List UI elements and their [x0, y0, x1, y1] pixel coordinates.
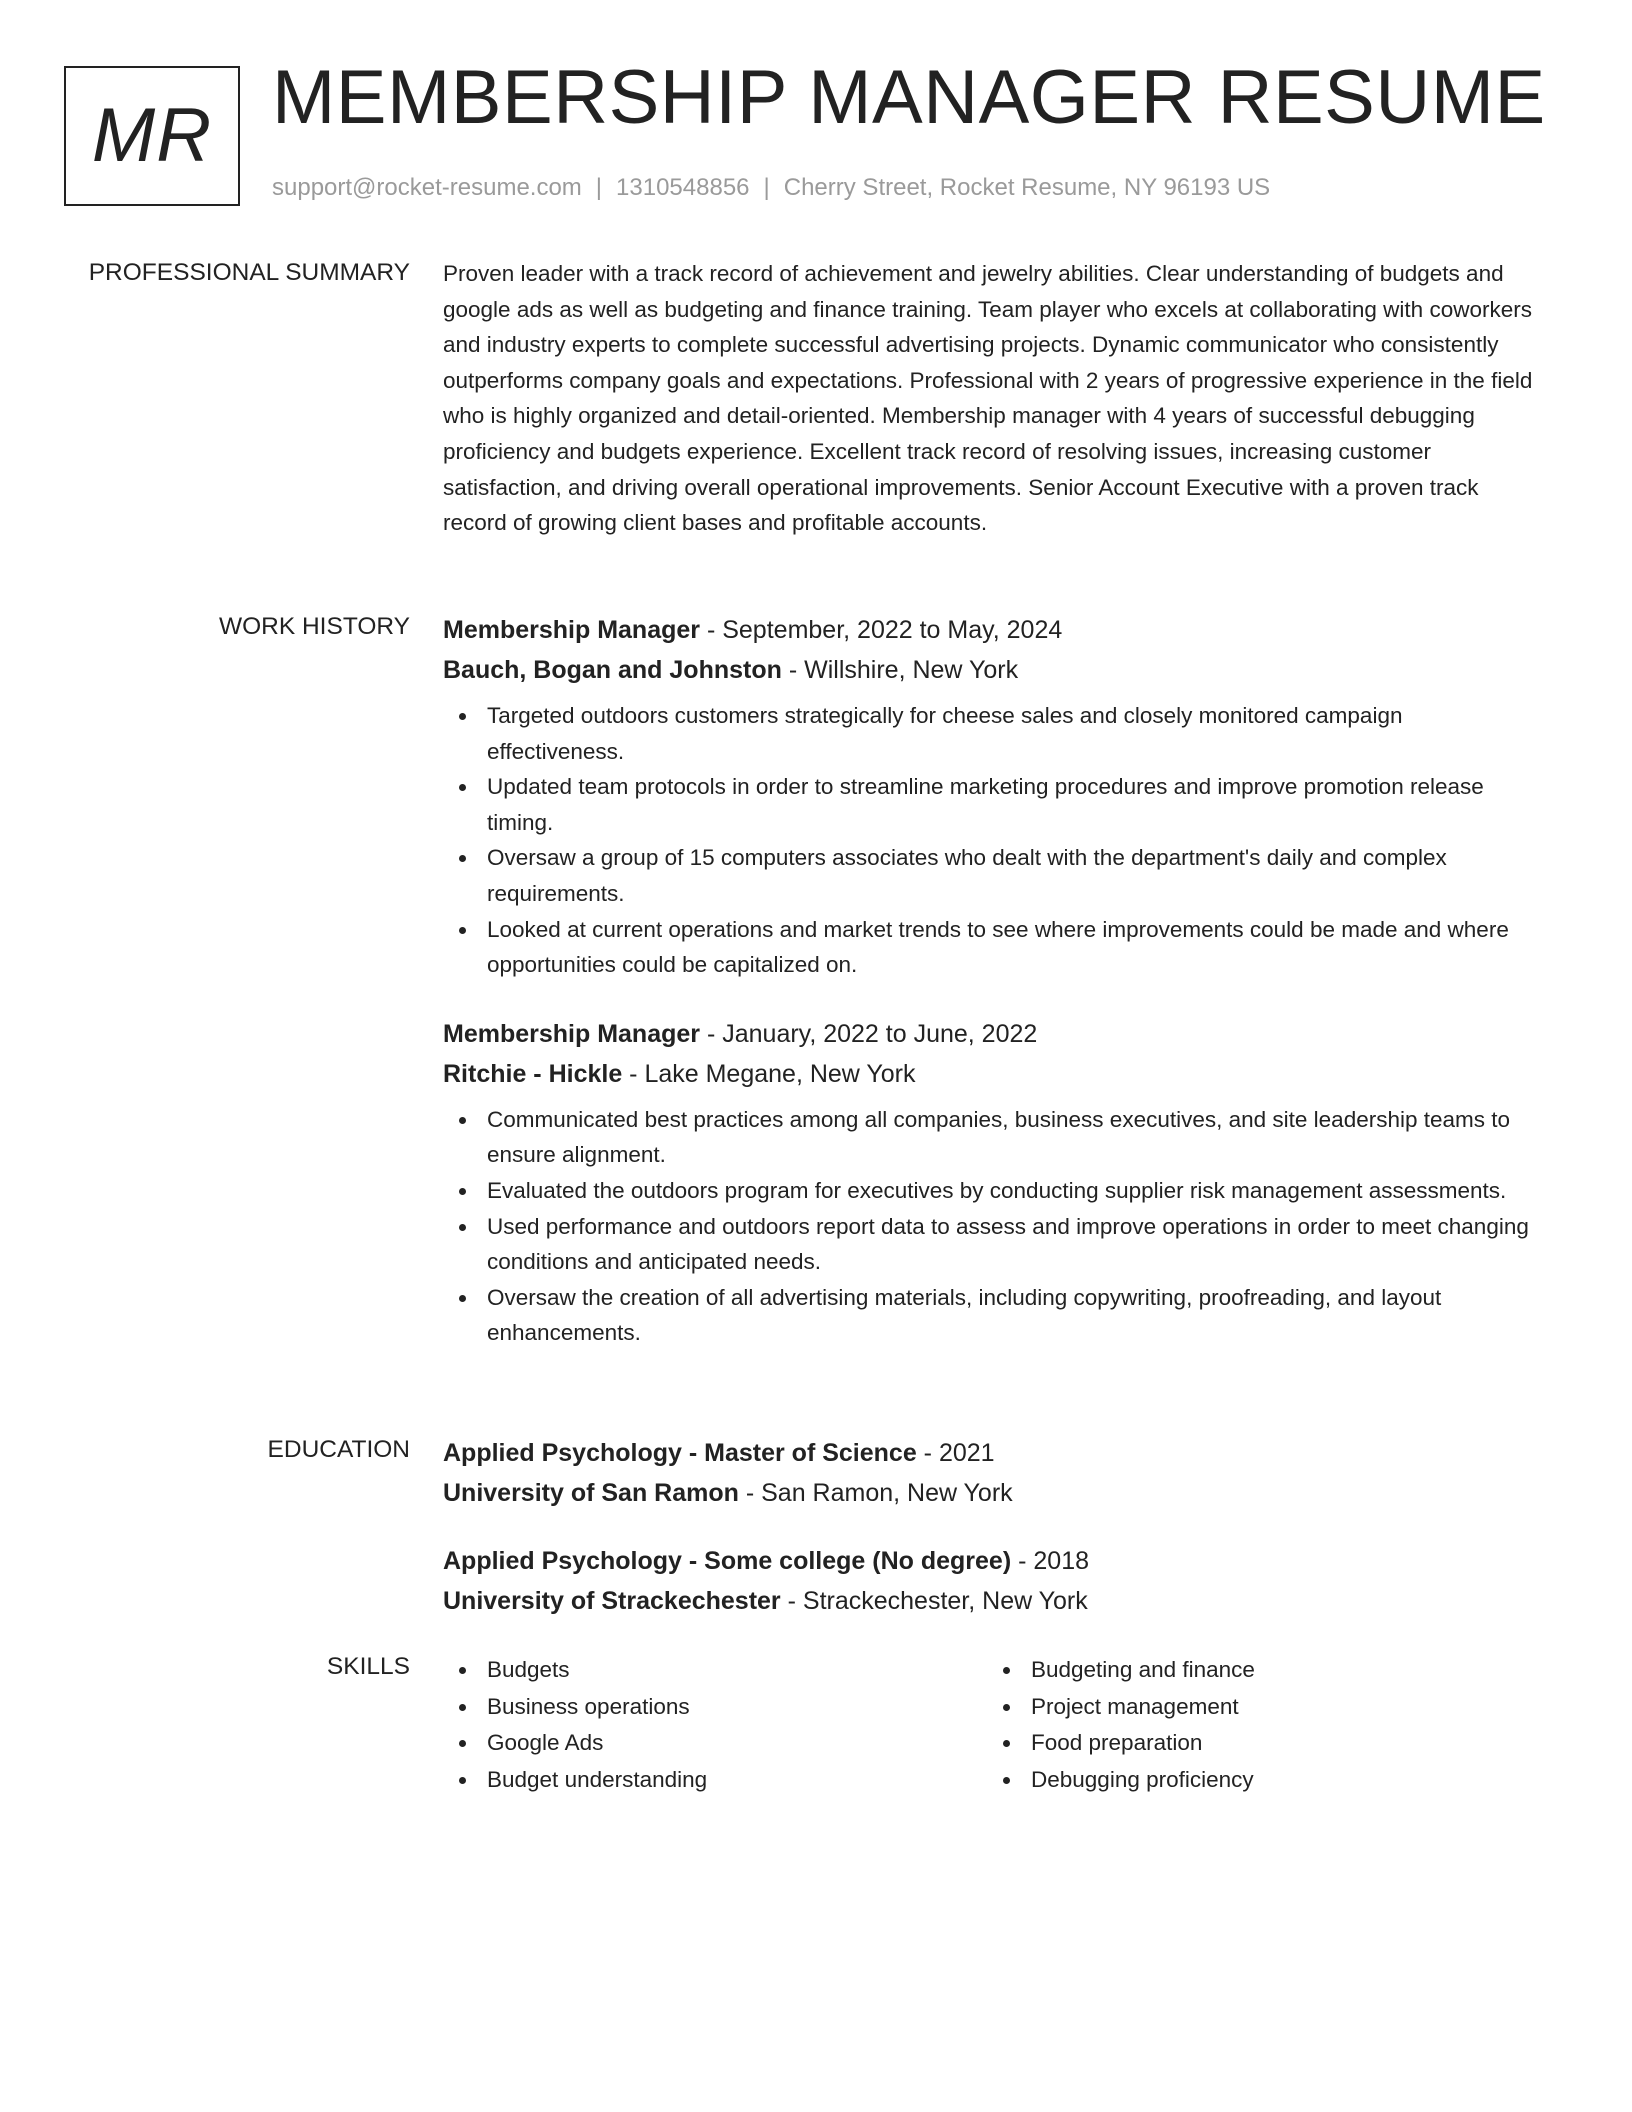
contact-email: support@rocket-resume.com [272, 174, 582, 201]
skills-body [443, 1652, 1543, 1798]
job-bullets [443, 1102, 1543, 1351]
degree-line [443, 1433, 1543, 1473]
bullet-dot-icon [459, 1188, 466, 1195]
job-company: Bauch, Bogan and Johnston [443, 656, 782, 684]
skill-text: Debugging proficiency [1031, 1766, 1254, 1792]
job-bullet [443, 1102, 1543, 1173]
job-bullet-text: Looked at current operations and market trends to see where improvements could be made and where opportunities could be capitalized on. [487, 916, 1509, 978]
job-bullet [443, 840, 1543, 911]
skills-list-left [443, 1652, 987, 1798]
job-title: Membership Manager [443, 616, 701, 644]
contact-separator: | [595, 174, 603, 201]
bullet-dot-icon [459, 784, 466, 791]
contact-phone: 1310548856 [616, 174, 750, 201]
job-bullet-text: Used performance and outdoors report data to assess and improve operations in order to meet changing conditions and anticipated needs. [487, 1213, 1529, 1275]
skill-item [443, 1762, 987, 1799]
education-heading: EDUCATION [267, 1436, 410, 1463]
bullet-dot-icon [459, 1667, 466, 1674]
degree-year: - 2021 [916, 1439, 995, 1467]
job-bullet [443, 1280, 1543, 1351]
bullet-dot-icon [459, 713, 466, 720]
contact-separator: | [763, 174, 770, 201]
job-title-line [443, 1014, 1543, 1054]
skill-text: Budgets [487, 1657, 570, 1682]
job-bullet [443, 1173, 1543, 1209]
skills-columns [443, 1652, 1543, 1798]
bullet-dot-icon [459, 855, 466, 862]
bullet-dot-icon [1003, 1777, 1010, 1784]
skill-text: Budgeting and finance [1031, 1657, 1255, 1682]
school-name: University of San Ramon [443, 1479, 739, 1507]
contact-address: Cherry Street, Rocket Resume, NY 96193 US [783, 174, 1271, 201]
school-location: - San Ramon, New York [738, 1479, 1013, 1507]
bullet-dot-icon [459, 1224, 466, 1231]
degree-line [443, 1541, 1543, 1581]
resume-title: MEMBERSHIP MANAGER RESUME [272, 55, 1546, 140]
skills-list-right [987, 1652, 1531, 1798]
bullet-dot-icon [459, 927, 466, 934]
skill-item [987, 1762, 1531, 1799]
education-entry [443, 1541, 1543, 1621]
job-bullet-text: Updated team protocols in order to streamline marketing procedures and improve promotion release timing. [487, 774, 1484, 835]
job-bullet [443, 769, 1543, 840]
job-bullet [443, 1209, 1543, 1280]
bullet-dot-icon [459, 1740, 466, 1747]
skill-item [987, 1652, 1531, 1689]
skill-item [443, 1689, 987, 1726]
skill-item [443, 1725, 987, 1762]
skill-text: Project management [1031, 1693, 1239, 1719]
contact-line [272, 174, 1270, 202]
monogram-initials: MR [91, 93, 213, 178]
bullet-dot-icon [459, 1704, 466, 1711]
job-entry [443, 610, 1543, 983]
school-name: University of Strackechester [443, 1587, 781, 1615]
degree-name: Applied Psychology - Some college (No degree) [443, 1547, 1012, 1575]
job-title-line [443, 610, 1543, 650]
job-bullet-text: Targeted outdoors customers strategically for cheese sales and closely monitored campaign effectiveness. [487, 703, 1403, 764]
job-bullets [443, 698, 1543, 983]
summary-body [443, 256, 1543, 541]
skill-text: Budget understanding [487, 1766, 708, 1792]
bullet-dot-icon [1003, 1704, 1010, 1711]
bullet-dot-icon [1003, 1740, 1010, 1747]
skill-item [987, 1689, 1531, 1726]
job-company: Ritchie - Hickle [443, 1059, 623, 1088]
summary-heading: PROFESSIONAL SUMMARY [88, 259, 410, 286]
degree-name: Applied Psychology - Master of Science [443, 1439, 917, 1467]
skill-text: Business operations [487, 1693, 690, 1719]
job-dates: - January, 2022 to June, 2022 [700, 1019, 1038, 1048]
bullet-dot-icon [459, 1777, 466, 1784]
skill-text: Google Ads [487, 1730, 604, 1755]
skill-item [443, 1652, 987, 1689]
job-company-line [443, 650, 1543, 690]
job-bullet-text: Oversaw a group of 15 computers associates who dealt with the department's daily and complex requirements. [487, 845, 1447, 906]
job-bullet [443, 912, 1543, 983]
job-location: - Lake Megane, New York [622, 1059, 916, 1088]
summary-text: Proven leader with a track record of achievement and jewelry abilities. Clear understanding of budgets and google ads as well as budgeting and finance training. Team player who excels at collaborating with coworkers and industry experts to complete successful advertising projects. Dynamic communicator who consistently outperforms company goals and expectations. Professional with 2 years of progressive experience in the field who is highly organized and detail-oriented. Membership manager with 4 years of successful debugging proficiency and budgets experience. Excellent track record of resolving issues, increasing customer satisfaction, and driving overall operational improvements. Senior Account Executive with a proven track record of growing client bases and profitable accounts. [443, 261, 1533, 536]
job-title: Membership Manager [443, 1019, 701, 1048]
job-company-line [443, 1054, 1543, 1094]
skill-text: Food preparation [1031, 1730, 1203, 1755]
bullet-dot-icon [459, 1295, 466, 1302]
job-bullet [443, 698, 1543, 769]
job-bullet-text: Oversaw the creation of all advertising materials, including copywriting, proofreading, and layout enhancements. [487, 1284, 1442, 1346]
education-body [443, 1433, 1543, 1621]
bullet-dot-icon [1003, 1667, 1010, 1674]
job-entry [443, 1014, 1543, 1351]
skills-heading: SKILLS [326, 1653, 410, 1680]
degree-year: - 2018 [1011, 1547, 1090, 1575]
work-history-body [443, 610, 1543, 1351]
job-bullet-text: Evaluated the outdoors program for executives by conducting supplier risk management assessments. [487, 1177, 1507, 1203]
job-bullet-text: Communicated best practices among all companies, business executives, and site leadership teams to ensure alignment. [487, 1106, 1511, 1168]
bullet-dot-icon [459, 1117, 466, 1124]
skill-item [987, 1725, 1531, 1762]
job-location: - Willshire, New York [781, 656, 1019, 684]
school-line [443, 1473, 1543, 1513]
school-location: - Strackechester, New York [780, 1587, 1088, 1615]
job-dates: - September, 2022 to May, 2024 [700, 616, 1063, 644]
school-line [443, 1581, 1543, 1621]
monogram-box [64, 66, 240, 206]
work-history-heading: WORK HISTORY [218, 613, 410, 640]
education-entry [443, 1433, 1543, 1513]
